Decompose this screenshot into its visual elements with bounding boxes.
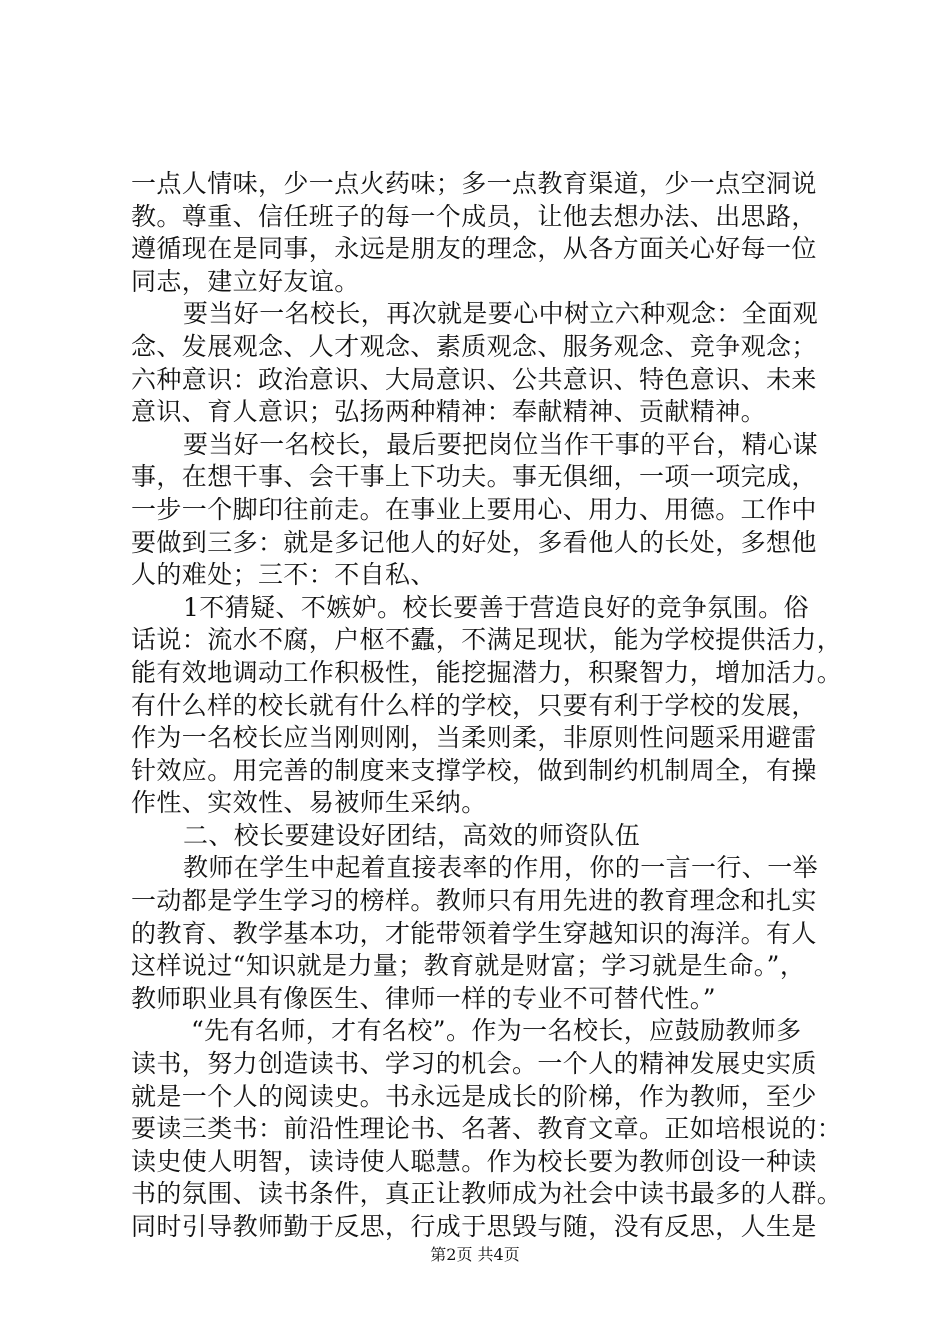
text-line: 话说：流水不腐，户枢不蠹，不满足现状，能为学校提供活力， — [131, 625, 843, 655]
text-line: 有什么样的校长就有什么样的学校，只要有利于学校的发展， — [131, 690, 817, 720]
text-line: 要做到三多：就是多记他人的好处，多看他人的长处，多想他 — [131, 527, 817, 557]
text-line: 这样说过“知识就是力量；教育就是财富；学习就是生命。”， — [131, 951, 806, 981]
text-line: 读书，努力创造读书、学习的机会。一个人的精神发展史实质 — [131, 1049, 817, 1079]
text-line: 就是一个人的阅读史。书永远是成长的阶梯，作为教师，至少 — [131, 1081, 817, 1111]
text-line: 同志，建立好友谊。 — [131, 266, 360, 296]
text-line: 教师在学生中起着直接表率的作用，你的一言一行、一举 — [183, 853, 819, 883]
text-line: 针效应。用完善的制度来支撑学校，做到制约机制周全，有操 — [131, 755, 817, 785]
text-line: 1不猜疑、不嫉妒。校长要善于营造良好的竞争氛围。俗 — [183, 592, 809, 622]
text-line: 要读三类书：前沿性理论书、名著、教育文章。正如培根说的： — [131, 1114, 843, 1144]
text-line: 一步一个脚印往前走。在事业上要用心、用力、用德。工作中 — [131, 494, 817, 524]
text-line: 意识、育人意识；弘扬两种精神：奉献精神、贡献精神。 — [131, 397, 767, 427]
text-line: 要当好一名校长，最后要把岗位当作干事的平台，精心谋 — [183, 429, 819, 459]
text-line: 事，在想干事、会干事上下功夫。事无俱细，一项一项完成， — [131, 462, 817, 492]
text-line: 遵循现在是同事，永远是朋友的理念，从各方面关心好每一位 — [131, 234, 817, 264]
text-line: 一点人情味，少一点火药味；多一点教育渠道，少一点空洞说 — [131, 169, 817, 198]
text-line: 书的氛围、读书条件，真正让教师成为社会中读书最多的人群。 — [131, 1179, 843, 1209]
text-line: 一动都是学生学习的榜样。教师只有用先进的教育理念和扎实 — [131, 886, 817, 916]
text-line: 能有效地调动工作积极性，能挖掘潜力，积聚智力，增加活力。 — [131, 657, 843, 687]
text-line: 要当好一名校长，再次就是要心中树立六种观念：全面观 — [183, 299, 819, 329]
text-line: “先有名师，才有名校”。作为一名校长，应鼓励教师多 — [191, 1016, 802, 1046]
text-line: 读史使人明智，读诗使人聪慧。作为校长要为教师创设一种读 — [131, 1146, 817, 1176]
text-line: 教。尊重、信任班子的每一个成员，让他去想办法、出思路， — [131, 201, 817, 231]
page-footer — [0, 1245, 950, 1265]
text-line: 人的难处；三不：不自私、 — [131, 560, 436, 590]
text-line: 的教育、教学基本功，才能带领着学生穿越知识的海洋。有人 — [131, 918, 817, 948]
text-line: 教师职业具有像医生、律师一样的专业不可替代性。” — [131, 983, 716, 1013]
text-line: 念、发展观念、人才观念、素质观念、服务观念、竞争观念； — [131, 331, 817, 361]
section-heading: 二、校长要建设好团结，高效的师资队伍 — [183, 820, 641, 850]
text-line: 作为一名校长应当刚则刚，当柔则柔，非原则性问题采用避雷 — [131, 723, 817, 753]
text-line: 作性、实效性、易被师生采纳。 — [131, 788, 487, 818]
document-body — [131, 168, 843, 1244]
text-line: 六种意识：政治意识、大局意识、公共意识、特色意识、未来 — [131, 364, 817, 394]
page-number-label: 第2页 共4页 — [430, 1245, 520, 1264]
text-line: 同时引导教师勤于反思，行成于思毁与随，没有反思，人生是 — [131, 1212, 817, 1241]
